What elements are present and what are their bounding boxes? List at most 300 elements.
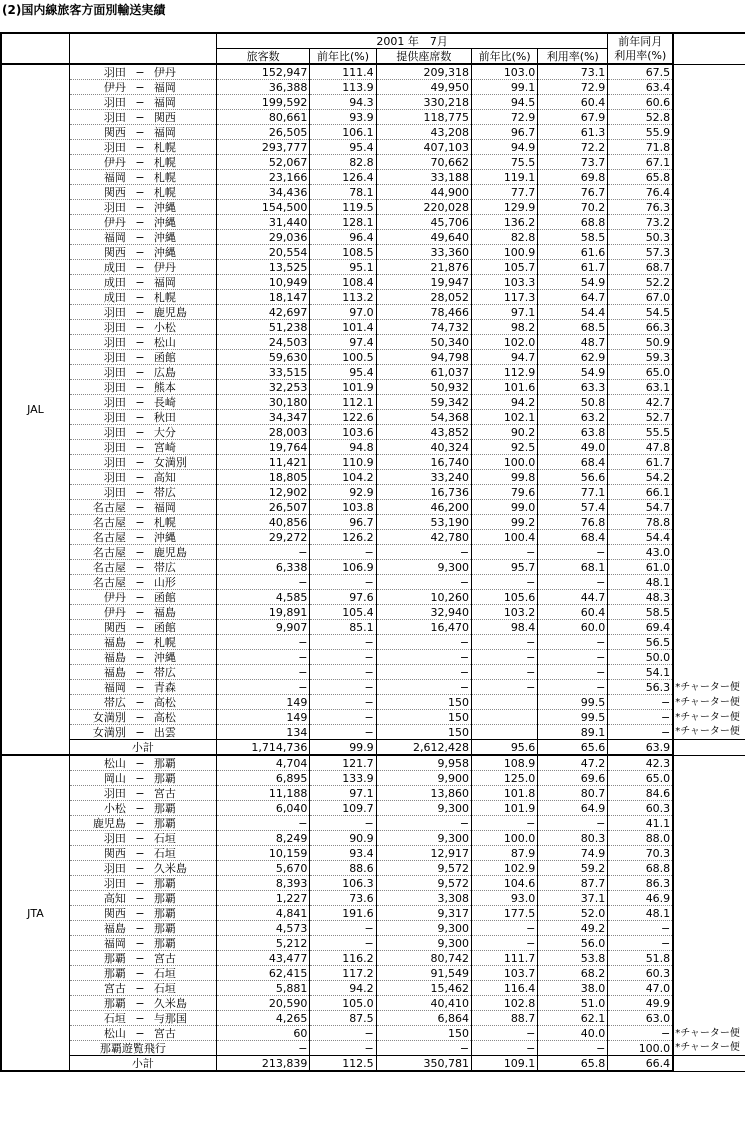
table-row <box>1 635 745 650</box>
value-seats-yoy: 100.4 <box>472 530 538 545</box>
value-pax-yoy: 122.6 <box>310 410 376 425</box>
value-pax-yoy: 110.9 <box>310 455 376 470</box>
route-origin: 羽田 <box>103 65 126 79</box>
table-row <box>1 275 745 290</box>
charter-note <box>673 230 745 245</box>
table-row <box>1 831 745 846</box>
table-row <box>1 605 745 620</box>
page-title: (2)国内線旅客方面別輸送実績 <box>2 3 166 17</box>
table-row <box>1 996 745 1011</box>
route-separator: − <box>135 290 145 304</box>
value-prev-lf: − <box>608 936 673 951</box>
route-cell <box>69 215 216 230</box>
route-cell <box>69 185 216 200</box>
value-lf: 68.5 <box>538 320 608 335</box>
value-seats-yoy: − <box>472 1026 538 1041</box>
route-separator: − <box>135 936 145 950</box>
value-seats: 94,798 <box>376 350 471 365</box>
value-lf: 67.9 <box>538 110 608 125</box>
table-row <box>1 230 745 245</box>
route-origin: 松山 <box>103 1026 126 1040</box>
value-prev-lf: 60.3 <box>608 801 673 816</box>
value-lf: 57.4 <box>538 500 608 515</box>
value-prev-lf: 50.9 <box>608 335 673 350</box>
charter-note <box>673 455 745 470</box>
route-separator: − <box>135 170 145 184</box>
route-separator: − <box>135 1026 145 1040</box>
table-row <box>1 725 745 740</box>
route-separator: − <box>135 485 145 499</box>
subtotal-label: 小計 <box>69 1056 216 1072</box>
route-destination: 札幌 <box>153 290 176 304</box>
value-seats-yoy: 82.8 <box>472 230 538 245</box>
value-pax-yoy: 90.9 <box>310 831 376 846</box>
route-origin: 羽田 <box>103 425 126 439</box>
route-separator: − <box>135 891 145 905</box>
charter-note: *チャーター便 <box>675 696 740 708</box>
value-lf: 61.7 <box>538 260 608 275</box>
route-destination: 沖縄 <box>153 650 176 664</box>
route-destination: 石垣 <box>153 846 176 860</box>
route-cell <box>69 545 216 560</box>
charter-note <box>673 350 745 365</box>
value-seats-yoy: − <box>472 665 538 680</box>
route-destination: 沖縄 <box>153 200 176 214</box>
charter-note <box>673 891 745 906</box>
value-seats-yoy: 104.6 <box>472 876 538 891</box>
route-origin: 福岡 <box>103 230 126 244</box>
route-separator: − <box>135 215 145 229</box>
table-row <box>1 125 745 140</box>
route-destination: 福岡 <box>153 95 176 109</box>
value-pax: − <box>216 545 309 560</box>
route-separator: − <box>135 861 145 875</box>
charter-note <box>673 560 745 575</box>
value-pax-yoy: 126.2 <box>310 530 376 545</box>
value-seats: 61,037 <box>376 365 471 380</box>
value-seats: 118,775 <box>376 110 471 125</box>
route-separator: − <box>135 590 145 604</box>
route-separator: − <box>135 140 145 154</box>
value-lf: 49.0 <box>538 440 608 455</box>
route-origin: 成田 <box>103 260 126 274</box>
charter-note <box>673 846 745 861</box>
value-pax: 28,003 <box>216 425 309 440</box>
value-seats-yoy: 103.3 <box>472 275 538 290</box>
table-row <box>1 170 745 185</box>
route-origin: 羽田 <box>103 470 126 484</box>
value-prev-lf: 54.2 <box>608 470 673 485</box>
value-prev-lf: 55.9 <box>608 125 673 140</box>
route-separator: − <box>135 80 145 94</box>
table-row <box>1 545 745 560</box>
value-prev-lf: 67.5 <box>608 64 673 80</box>
route-separator: − <box>135 395 145 409</box>
value-prev-lf: 67.1 <box>608 155 673 170</box>
route-destination: 広島 <box>153 365 176 379</box>
value-pax-yoy: − <box>310 936 376 951</box>
value-seats: 40,324 <box>376 440 471 455</box>
value-pax-yoy: 112.1 <box>310 395 376 410</box>
value-seats-yoy: 103.0 <box>472 64 538 80</box>
value-prev-lf: 54.1 <box>608 665 673 680</box>
table-row <box>1 110 745 125</box>
value-seats: − <box>376 650 471 665</box>
value-seats-yoy: 101.6 <box>472 380 538 395</box>
charter-note: *チャーター便 <box>675 711 740 723</box>
value-pax-yoy: − <box>310 725 376 740</box>
route-destination: 宮古 <box>153 786 176 800</box>
route-destination: 那覇 <box>153 876 176 890</box>
value-pax: 52,067 <box>216 155 309 170</box>
value-lf: 68.8 <box>538 215 608 230</box>
value-seats-yoy: 100.0 <box>472 831 538 846</box>
value-pax: 20,590 <box>216 996 309 1011</box>
route-cell <box>69 650 216 665</box>
value-seats: 54,368 <box>376 410 471 425</box>
value-prev-lf: 49.9 <box>608 996 673 1011</box>
route-destination: 那覇 <box>153 771 176 785</box>
table-row <box>1 575 745 590</box>
subtotal-label: 小計 <box>69 740 216 756</box>
charter-note <box>673 620 745 635</box>
route-origin: 羽田 <box>103 140 126 154</box>
route-origin: 羽田 <box>103 305 126 319</box>
value-seats-yoy: 94.9 <box>472 140 538 155</box>
route-cell <box>69 64 216 80</box>
route-cell <box>69 680 216 695</box>
value-pax: 9,907 <box>216 620 309 635</box>
value-lf: 48.7 <box>538 335 608 350</box>
value-pax-yoy: 85.1 <box>310 620 376 635</box>
value-pax: 40,856 <box>216 515 309 530</box>
route-origin: 羽田 <box>103 95 126 109</box>
charter-note <box>673 530 745 545</box>
value-seats: 150 <box>376 710 471 725</box>
route-destination: 函館 <box>153 620 176 634</box>
value-pax-yoy: − <box>310 816 376 831</box>
route-destination: 石垣 <box>153 831 176 845</box>
table-row <box>1 500 745 515</box>
route-separator: − <box>135 801 145 815</box>
route-origin: 福島 <box>103 665 126 679</box>
value-prev-lf: 54.5 <box>608 305 673 320</box>
charter-note <box>673 771 745 786</box>
value-pax-yoy: 113.9 <box>310 80 376 95</box>
route-cell <box>69 981 216 996</box>
value-prev-lf: 48.3 <box>608 590 673 605</box>
value-prev-lf: 48.1 <box>608 575 673 590</box>
column-header: 利用率(%) <box>608 49 673 65</box>
route-separator: − <box>135 470 145 484</box>
value-lf: 54.4 <box>538 305 608 320</box>
table-row <box>1 816 745 831</box>
value-pax: 6,040 <box>216 801 309 816</box>
route-cell <box>69 485 216 500</box>
charter-note <box>673 245 745 260</box>
route-cell <box>69 906 216 921</box>
value-prev-lf: 66.3 <box>608 320 673 335</box>
value-lf: 53.8 <box>538 951 608 966</box>
value-prev-lf: 67.0 <box>608 290 673 305</box>
route-separator: − <box>135 951 145 965</box>
value-lf: − <box>538 816 608 831</box>
value-pax-yoy: 97.0 <box>310 305 376 320</box>
charter-note: *チャーター便 <box>675 1042 740 1054</box>
value-prev-lf: 68.7 <box>608 260 673 275</box>
value-prev-lf: 70.3 <box>608 846 673 861</box>
value-pax: 4,585 <box>216 590 309 605</box>
value-pax: 51,238 <box>216 320 309 335</box>
value-seats: 6,864 <box>376 1011 471 1026</box>
route-separator: − <box>135 605 145 619</box>
route-origin: 羽田 <box>103 440 126 454</box>
charter-note <box>673 545 745 560</box>
value-seats: 28,052 <box>376 290 471 305</box>
value-seats: 9,317 <box>376 906 471 921</box>
route-destination: 福岡 <box>153 500 176 514</box>
route-cell <box>69 410 216 425</box>
route-separator: − <box>135 906 145 920</box>
route-destination: 帯広 <box>153 485 176 499</box>
value-seats-yoy: − <box>472 650 538 665</box>
route-cell <box>69 876 216 891</box>
value-seats: 46,200 <box>376 500 471 515</box>
value-seats: 21,876 <box>376 260 471 275</box>
route-origin: 那覇 <box>103 951 126 965</box>
value-lf: − <box>538 1041 608 1056</box>
route-cell <box>69 560 216 575</box>
value-prev-lf: 86.3 <box>608 876 673 891</box>
route-separator: − <box>135 545 145 559</box>
route-separator: − <box>135 831 145 845</box>
route-destination: 福岡 <box>153 275 176 289</box>
value-pax: 6,338 <box>216 560 309 575</box>
route-separator: − <box>135 1011 145 1025</box>
value-seats-yoy: 119.1 <box>472 170 538 185</box>
value-pax-yoy: 126.4 <box>310 170 376 185</box>
charter-note <box>673 816 745 831</box>
table-row <box>1 320 745 335</box>
route-origin: 岡山 <box>103 771 126 785</box>
route-name: 那覇遊覧飛行 <box>99 1041 166 1055</box>
route-cell <box>69 891 216 906</box>
subtotal-prev-lf: 66.4 <box>608 1056 673 1072</box>
value-lf: 54.9 <box>538 275 608 290</box>
route-destination: 札幌 <box>153 185 176 199</box>
value-lf: 51.0 <box>538 996 608 1011</box>
value-pax: − <box>216 575 309 590</box>
route-cell <box>69 110 216 125</box>
route-separator: − <box>135 725 145 739</box>
subtotal-pax-yoy: 112.5 <box>310 1056 376 1072</box>
route-cell <box>69 320 216 335</box>
route-cell <box>69 996 216 1011</box>
value-lf: 80.3 <box>538 831 608 846</box>
value-pax-yoy: 191.6 <box>310 906 376 921</box>
value-pax-yoy: 103.8 <box>310 500 376 515</box>
route-separator: − <box>135 650 145 664</box>
route-destination: 福岡 <box>153 80 176 94</box>
value-seats-yoy: 99.2 <box>472 515 538 530</box>
charter-note <box>673 155 745 170</box>
value-pax: − <box>216 680 309 695</box>
table-row <box>1 260 745 275</box>
value-lf: 44.7 <box>538 590 608 605</box>
route-destination: 長崎 <box>153 395 176 409</box>
value-seats: − <box>376 816 471 831</box>
value-pax-yoy: 94.8 <box>310 440 376 455</box>
route-origin: 福島 <box>103 635 126 649</box>
value-seats-yoy: 102.8 <box>472 996 538 1011</box>
value-seats-yoy: 105.7 <box>472 260 538 275</box>
value-pax-yoy: 101.9 <box>310 380 376 395</box>
table-row <box>1 470 745 485</box>
value-seats: 10,260 <box>376 590 471 605</box>
value-lf: 68.4 <box>538 530 608 545</box>
table-row <box>1 515 745 530</box>
route-cell <box>69 455 216 470</box>
value-lf: 58.5 <box>538 230 608 245</box>
route-origin: 羽田 <box>103 485 126 499</box>
route-cell <box>69 125 216 140</box>
value-seats-yoy: 93.0 <box>472 891 538 906</box>
table-row <box>1 861 745 876</box>
value-pax-yoy: 93.9 <box>310 110 376 125</box>
table-row <box>1 530 745 545</box>
route-cell <box>69 966 216 981</box>
route-separator: − <box>135 846 145 860</box>
value-pax: 43,477 <box>216 951 309 966</box>
value-pax-yoy: − <box>310 921 376 936</box>
note-spacer <box>673 33 745 49</box>
route-cell <box>69 170 216 185</box>
value-pax-yoy: 105.0 <box>310 996 376 1011</box>
charter-note <box>673 335 745 350</box>
route-destination: 大分 <box>153 425 176 439</box>
charter-note <box>673 275 745 290</box>
table-row <box>1 95 745 110</box>
charter-note <box>673 260 745 275</box>
route-destination: 福島 <box>153 605 176 619</box>
charter-note <box>673 635 745 650</box>
charter-note <box>673 410 745 425</box>
route-origin: 宮古 <box>103 981 126 995</box>
value-lf: 52.0 <box>538 906 608 921</box>
value-seats: 150 <box>376 1026 471 1041</box>
value-lf: 76.7 <box>538 185 608 200</box>
route-destination: 高知 <box>153 470 176 484</box>
route-destination: 山形 <box>153 575 176 589</box>
route-destination: 与那国 <box>153 1011 187 1025</box>
value-lf: 60.4 <box>538 605 608 620</box>
charter-note <box>673 470 745 485</box>
value-prev-lf: 58.5 <box>608 605 673 620</box>
note-spacer <box>673 49 745 65</box>
value-prev-lf: 60.3 <box>608 966 673 981</box>
charter-note <box>673 650 745 665</box>
route-separator: − <box>135 966 145 980</box>
value-prev-lf: 76.4 <box>608 185 673 200</box>
charter-note <box>673 425 745 440</box>
route-cell <box>69 80 216 95</box>
route-origin: 羽田 <box>103 350 126 364</box>
value-pax: 80,661 <box>216 110 309 125</box>
value-prev-lf: 69.4 <box>608 620 673 635</box>
route-destination: 帯広 <box>153 665 176 679</box>
charter-note <box>673 185 745 200</box>
value-seats-yoy: − <box>472 816 538 831</box>
value-pax: 18,805 <box>216 470 309 485</box>
value-pax-yoy: − <box>310 665 376 680</box>
route-destination: 帯広 <box>153 560 176 574</box>
route-separator: − <box>135 155 145 169</box>
table-row <box>1 155 745 170</box>
value-seats: 49,950 <box>376 80 471 95</box>
value-prev-lf: 76.3 <box>608 200 673 215</box>
route-cell <box>69 365 216 380</box>
value-pax-yoy: 94.2 <box>310 981 376 996</box>
route-destination: 鹿児島 <box>153 305 187 319</box>
value-seats: 150 <box>376 695 471 710</box>
table-row <box>1 755 745 771</box>
route-destination: 出雲 <box>153 725 176 739</box>
value-seats: 220,028 <box>376 200 471 215</box>
charter-note <box>673 801 745 816</box>
route-cell <box>69 530 216 545</box>
value-seats: − <box>376 545 471 560</box>
charter-note: *チャーター便 <box>675 681 740 693</box>
route-cell <box>69 695 216 710</box>
route-separator: − <box>135 876 145 890</box>
subtotal-prev-lf: 63.9 <box>608 740 673 756</box>
note-spacer <box>673 1056 745 1072</box>
value-pax-yoy: 101.4 <box>310 320 376 335</box>
route-origin: 関西 <box>103 846 126 860</box>
value-prev-lf: 54.4 <box>608 530 673 545</box>
charter-note <box>673 110 745 125</box>
value-seats: 19,947 <box>376 275 471 290</box>
value-seats-yoy: 100.0 <box>472 455 538 470</box>
value-pax-yoy: − <box>310 1026 376 1041</box>
route-destination: 那覇 <box>153 936 176 950</box>
value-pax: 62,415 <box>216 966 309 981</box>
subtotal-row <box>1 740 745 756</box>
value-lf: 69.8 <box>538 170 608 185</box>
table-row <box>1 951 745 966</box>
value-seats: 330,218 <box>376 95 471 110</box>
value-pax: 1,227 <box>216 891 309 906</box>
value-seats: 45,706 <box>376 215 471 230</box>
route-origin: 関西 <box>103 185 126 199</box>
route-cell <box>69 921 216 936</box>
route-origin: 伊丹 <box>103 590 126 604</box>
value-pax: 24,503 <box>216 335 309 350</box>
table-row <box>1 891 745 906</box>
route-separator: − <box>135 921 145 935</box>
route-destination: 宮古 <box>153 1026 176 1040</box>
value-lf: 69.6 <box>538 771 608 786</box>
value-pax-yoy: 103.6 <box>310 425 376 440</box>
route-origin: 福岡 <box>103 936 126 950</box>
table-row <box>1 485 745 500</box>
table-row <box>1 665 745 680</box>
route-destination: 函館 <box>153 350 176 364</box>
route-separator: − <box>135 665 145 679</box>
value-lf: 61.3 <box>538 125 608 140</box>
subtotal-pax: 1,714,736 <box>216 740 309 756</box>
route-destination: 沖縄 <box>153 245 176 259</box>
